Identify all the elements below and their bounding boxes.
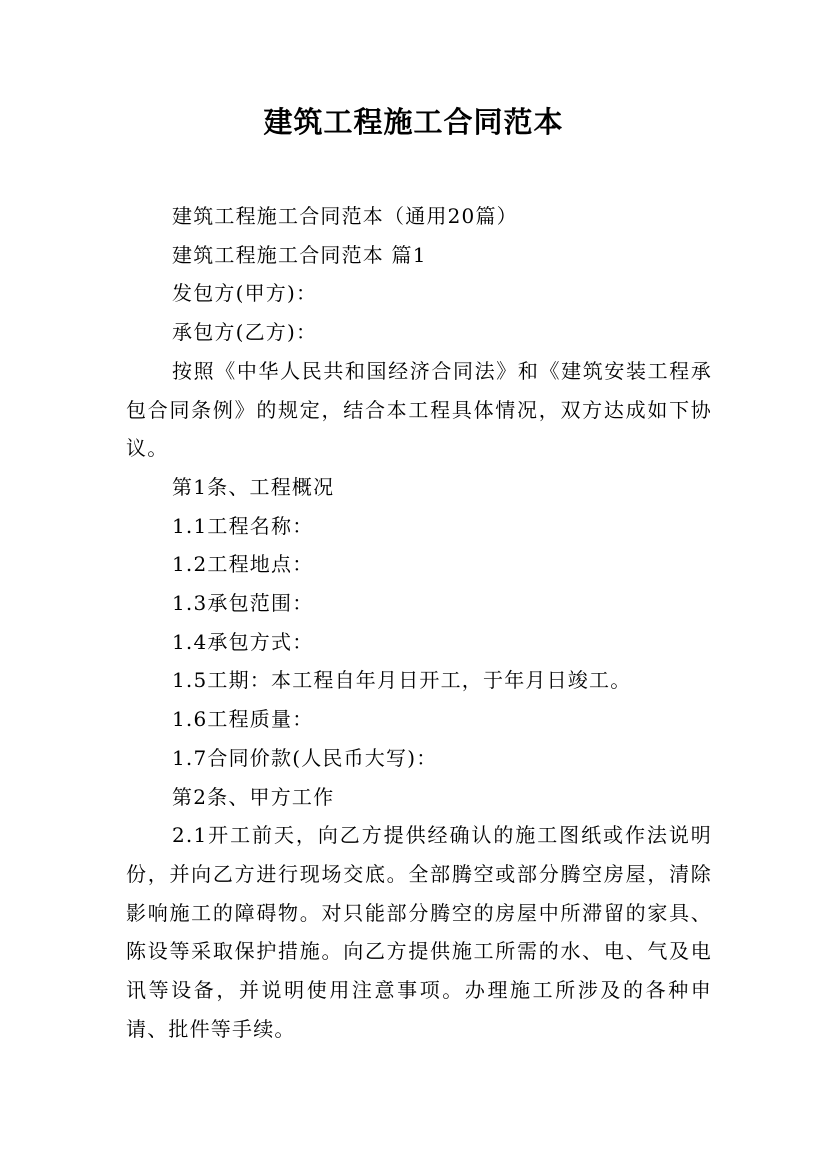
clause-1-6: 1.6工程质量：: [172, 707, 314, 732]
clause-2-1: 2.1开工前天，向乙方提供经确认的施工图纸或作法说明份，并向乙方进行现场交底。全部腾空或部分腾空房屋，清除影响施工的障碍物。对只能部分腾空的房屋中所滞留的家具、陈设等采取保护措施。向乙方提供施工所需的水、电、气及电讯等设备，并说明使用注意事项。办理施工所涉及的各种申请、批件等手续。: [126, 823, 712, 1041]
party-a-line: 发包方(甲方)：: [172, 281, 318, 306]
clause-1-3: 1.3承包范围：: [172, 591, 314, 616]
document-title: 建筑工程施工合同范本: [263, 105, 564, 139]
article-1-heading: 第1条、工程概况: [172, 474, 335, 499]
clause-1-2: 1.2工程地点：: [172, 552, 314, 577]
article-2-heading: 第2条、甲方工作: [172, 784, 335, 809]
document-body: [126, 197, 712, 1048]
preamble-paragraph: 按照《中华人民共和国经济合同法》和《建筑安装工程承包合同条例》的规定，结合本工程具体情况，双方达成如下协议。: [126, 358, 712, 461]
section-heading: 建筑工程施工合同范本 篇1: [172, 242, 427, 267]
clause-1-4: 1.4承包方式：: [172, 629, 314, 654]
clause-1-5: 1.5工期：本工程自年月日开工，于年月日竣工。: [172, 668, 632, 693]
subtitle-paragraph: 建筑工程施工合同范本（通用20篇）: [172, 204, 518, 228]
party-b-line: 承包方(乙方)：: [172, 320, 318, 345]
clause-1-7: 1.7合同价款(人民币大写)：: [172, 745, 438, 770]
clause-1-1: 1.1工程名称：: [172, 513, 314, 538]
